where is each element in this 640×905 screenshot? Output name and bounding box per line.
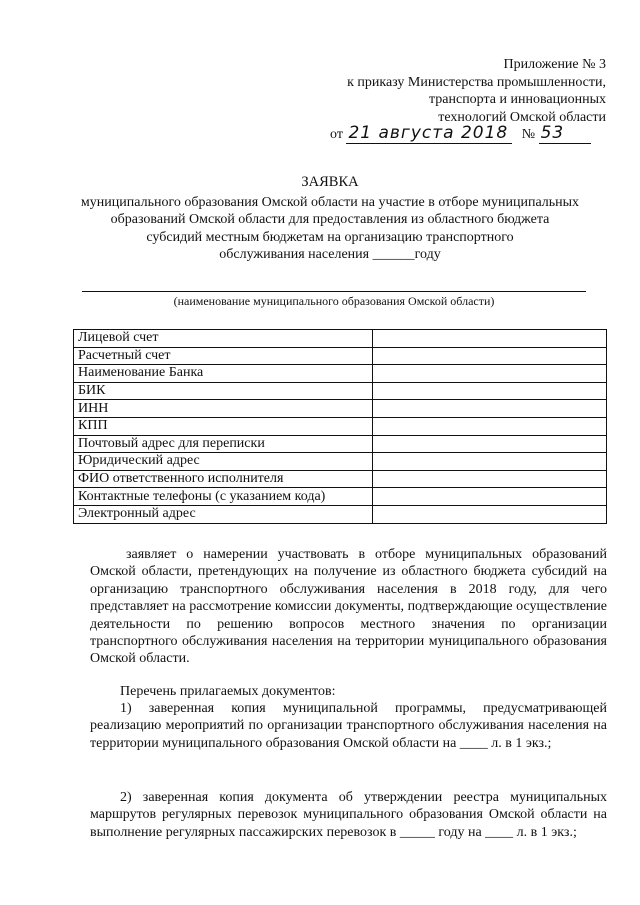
doc-item-1: 1) заверенная копия муниципальной программы, предусматривающей реализацию мероприятий по организации транспортного обслуживания населения на территории муниципального образования Омской области на ____ л. в 1 экз.; (90, 701, 607, 751)
title-line: субсидий местным бюджетам на организацию транспортного (146, 229, 514, 245)
appendix-line: технологий Омской области (438, 109, 606, 125)
row-label: ИНН (74, 400, 373, 418)
order-number-handwritten: 53 (539, 123, 591, 144)
row-value (373, 347, 607, 365)
table-row (74, 330, 607, 348)
table-row (74, 365, 607, 383)
row-label: Наименование Банка (74, 365, 373, 383)
docs-heading: Перечень прилагаемых документов: (120, 684, 336, 699)
table-row (74, 435, 607, 453)
table-row (74, 470, 607, 488)
appendix-line: транспорта и инновационных (428, 92, 606, 107)
row-value (373, 435, 607, 453)
row-value (373, 382, 607, 400)
order-date-handwritten: 21 августа 2018 (346, 123, 512, 144)
row-value (373, 453, 607, 471)
row-label: Почтовый адрес для переписки (74, 435, 373, 453)
title-line: образований Омской области для предоставления из областного бюджета (110, 212, 550, 227)
title-line: муниципального образования Омской области на участие в отборе муниципальных (80, 194, 580, 210)
row-label: Контактные телефоны (с указанием кода) (74, 488, 373, 506)
row-label: БИК (74, 382, 373, 400)
appendix-line: к приказу Министерства промышленности, (347, 74, 606, 90)
table-row (74, 453, 607, 471)
table-row (74, 400, 607, 418)
order-number-label: № (521, 127, 536, 142)
order-date-line (330, 123, 591, 144)
municipality-name-line (82, 291, 586, 292)
row-value (373, 417, 607, 435)
row-value (373, 330, 607, 348)
table-row (74, 382, 607, 400)
row-value (373, 505, 607, 523)
row-label: Электронный адрес (74, 505, 373, 523)
title-heading: ЗАЯВКА (301, 174, 359, 190)
appendix-line: Приложение № 3 (503, 57, 606, 72)
table-row (74, 488, 607, 506)
appendix-header (347, 56, 606, 126)
row-label: КПП (74, 417, 373, 435)
statement-paragraph: заявляет о намерении участвовать в отборе муниципальных образований Омской области, претендующих на получение из областного бюджета субсидий на организацию транспортного обслуживания населения в 2018 году, для чего представляет на рассмотрение комиссии документы, подтверждающие осуществление деятельности по решению вопросов местного значения по организации транспортного обслуживания населения на территории муниципального образования Омской области. (90, 547, 607, 667)
row-value (373, 400, 607, 418)
document-title (40, 174, 620, 264)
row-value (373, 488, 607, 506)
row-label: Юридический адрес (74, 453, 373, 471)
row-value (373, 470, 607, 488)
row-label: Лицевой счет (74, 330, 373, 348)
row-label: Расчетный счет (74, 347, 373, 365)
table-row (74, 347, 607, 365)
table-row (74, 417, 607, 435)
title-line: обслуживания населения ______году (219, 247, 441, 262)
row-label: ФИО ответственного исполнителя (74, 470, 373, 488)
municipality-name-caption: (наименование муниципального образования Омской области) (173, 294, 495, 308)
requisites-table (73, 329, 607, 524)
row-value (373, 365, 607, 383)
order-prefix: от (330, 127, 343, 142)
doc-item-2: 2) заверенная копия документа об утверждении реестра муниципальных маршрутов регулярных перевозок муниципального образования Омской области на выполнение регулярных пассажирских перевозок в _____ году на ____ л. в 1 экз.; (90, 790, 607, 840)
table-row (74, 505, 607, 523)
